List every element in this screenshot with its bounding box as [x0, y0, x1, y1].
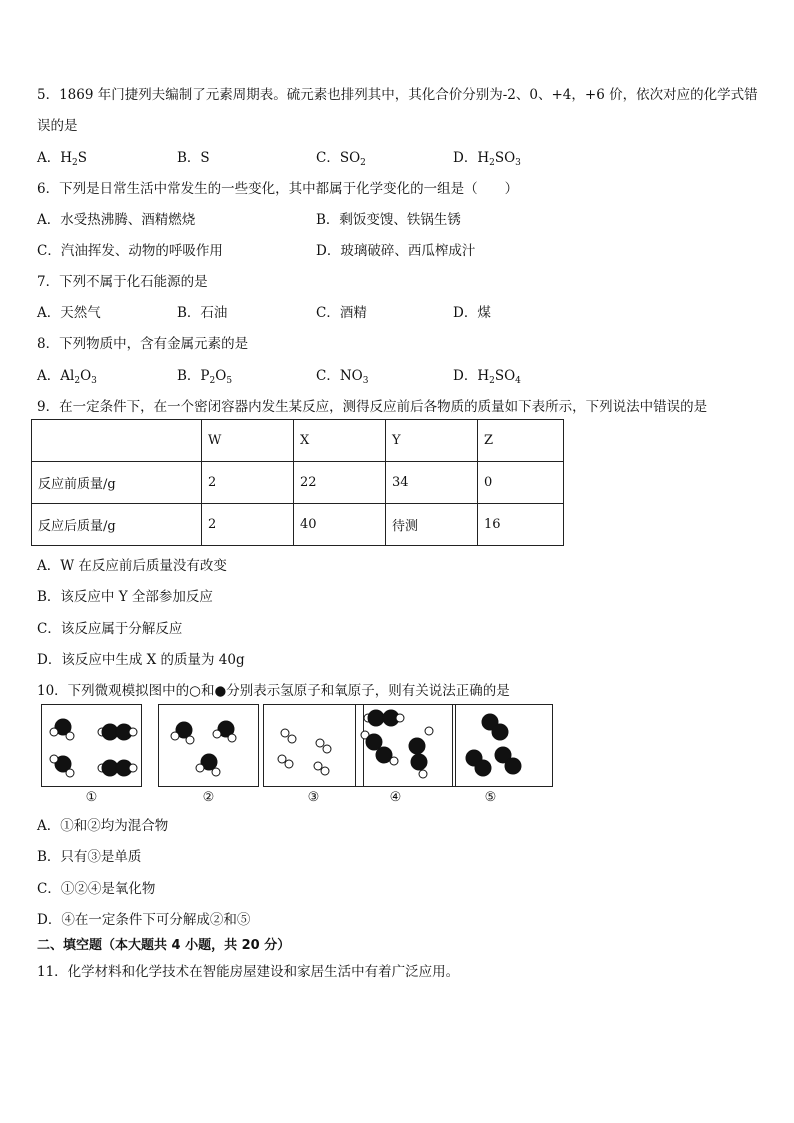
molecule-label-4: ④ [389, 790, 402, 805]
q8-stem: 8．下列物质中，含有金属元素的是 [37, 336, 249, 352]
molecule-label-3: ③ [307, 790, 320, 805]
molecule-label-5: ⑤ [484, 790, 497, 805]
table-cell: Z [478, 420, 564, 462]
q11-stem: 11．化学材料和化学技术在智能房屋建设和家居生活中有着广泛应用。 [37, 964, 460, 980]
table-cell: 16 [478, 504, 564, 546]
table-cell: 2 [202, 462, 294, 504]
molecule-box-3 [263, 704, 364, 787]
q8-option-c: C．$NO_3$ [316, 368, 369, 386]
table-cell: W [202, 420, 294, 462]
q10-option-c: C．①②④是氧化物 [37, 881, 156, 897]
table-row [32, 462, 564, 504]
molecule-box-1 [41, 704, 142, 787]
q5-option-a: A．$H_2S$ [37, 150, 88, 168]
molecule-label-1: ① [85, 790, 98, 805]
q5-option-c: C．$SO_2$ [316, 150, 366, 168]
molecule-diagram-4 [356, 705, 457, 788]
q5-option-b: B．S [177, 150, 210, 166]
molecule-diagram-3 [264, 705, 365, 788]
table-cell: X [294, 420, 386, 462]
q8-option-b: B．$P_2O_5$ [177, 368, 233, 386]
q8-option-a: A．$Al_2O_3$ [37, 368, 97, 386]
q9-option-a: A．W 在反应前后质量没有改变 [37, 558, 227, 574]
table-header-row [32, 420, 564, 462]
q9-stem: 9．在一定条件下，在一个密闭容器内发生某反应，测得反应前后各物质的质量如下表所示，下列说法中错误的是 [37, 399, 708, 415]
table-cell: 反应前质量/g [32, 462, 202, 504]
table-cell: 34 [386, 462, 478, 504]
molecule-box-2 [158, 704, 259, 787]
section-heading: 二、填空题（本大题共 4 小题，共 20 分） [37, 938, 291, 953]
q5-stem-line1: 5．1869 年门捷列夫编制了元素周期表。硫元素也排列其中，其化合价分别为-2、0、+4，+6 价，依次对应的化学式错 [37, 87, 758, 103]
q7-option-d: D．煤 [453, 305, 491, 321]
table-cell [32, 420, 202, 462]
table-cell: 待测 [386, 504, 478, 546]
q6-option-c: C．汽油挥发、动物的呼吸作用 [37, 243, 223, 259]
table-cell: 22 [294, 462, 386, 504]
q9-mass-table [31, 419, 564, 546]
q10-option-b: B．只有③是单质 [37, 849, 142, 865]
q7-option-a: A．天然气 [37, 305, 101, 321]
q8-option-d: D．$H_2SO_4$ [453, 368, 521, 386]
q6-option-b: B．剩饭变馊、铁锅生锈 [316, 212, 461, 228]
q7-stem: 7．下列不属于化石能源的是 [37, 274, 208, 290]
table-cell: 2 [202, 504, 294, 546]
q9-option-d: D．该反应中生成 X 的质量为 40g [37, 652, 245, 668]
molecule-box-4 [355, 704, 456, 787]
table-cell: 反应后质量/g [32, 504, 202, 546]
molecule-box-5 [452, 704, 553, 787]
q6-option-d: D．玻璃破碎、西瓜榨成汁 [316, 243, 476, 259]
q5-option-d: D．$H_2SO_3$ [453, 150, 521, 168]
q10-stem: 10．下列微观模拟图中的○和●分别表示氢原子和氧原子，则有关说法正确的是 [37, 683, 510, 699]
q6-option-a: A．水受热沸腾、酒精燃烧 [37, 212, 196, 228]
table-cell: Y [386, 420, 478, 462]
q7-option-b: B．石油 [177, 305, 228, 321]
molecule-diagram-2 [159, 705, 260, 788]
q9-option-b: B．该反应中 Y 全部参加反应 [37, 589, 213, 605]
table-cell: 0 [478, 462, 564, 504]
q10-option-a: A．①和②均为混合物 [37, 818, 169, 834]
molecule-diagram-5 [453, 705, 531, 788]
q6-stem: 6．下列是日常生活中常发生的一些变化，其中都属于化学变化的一组是（ ） [37, 181, 519, 197]
table-row [32, 504, 564, 546]
molecule-diagram-1 [42, 705, 143, 788]
q10-option-d: D．④在一定条件下可分解成②和⑤ [37, 912, 251, 928]
table-cell: 40 [294, 504, 386, 546]
q7-option-c: C．酒精 [316, 305, 367, 321]
q5-stem-line2: 误的是 [37, 118, 78, 134]
q9-option-c: C．该反应属于分解反应 [37, 621, 183, 637]
molecule-label-2: ② [202, 790, 215, 805]
